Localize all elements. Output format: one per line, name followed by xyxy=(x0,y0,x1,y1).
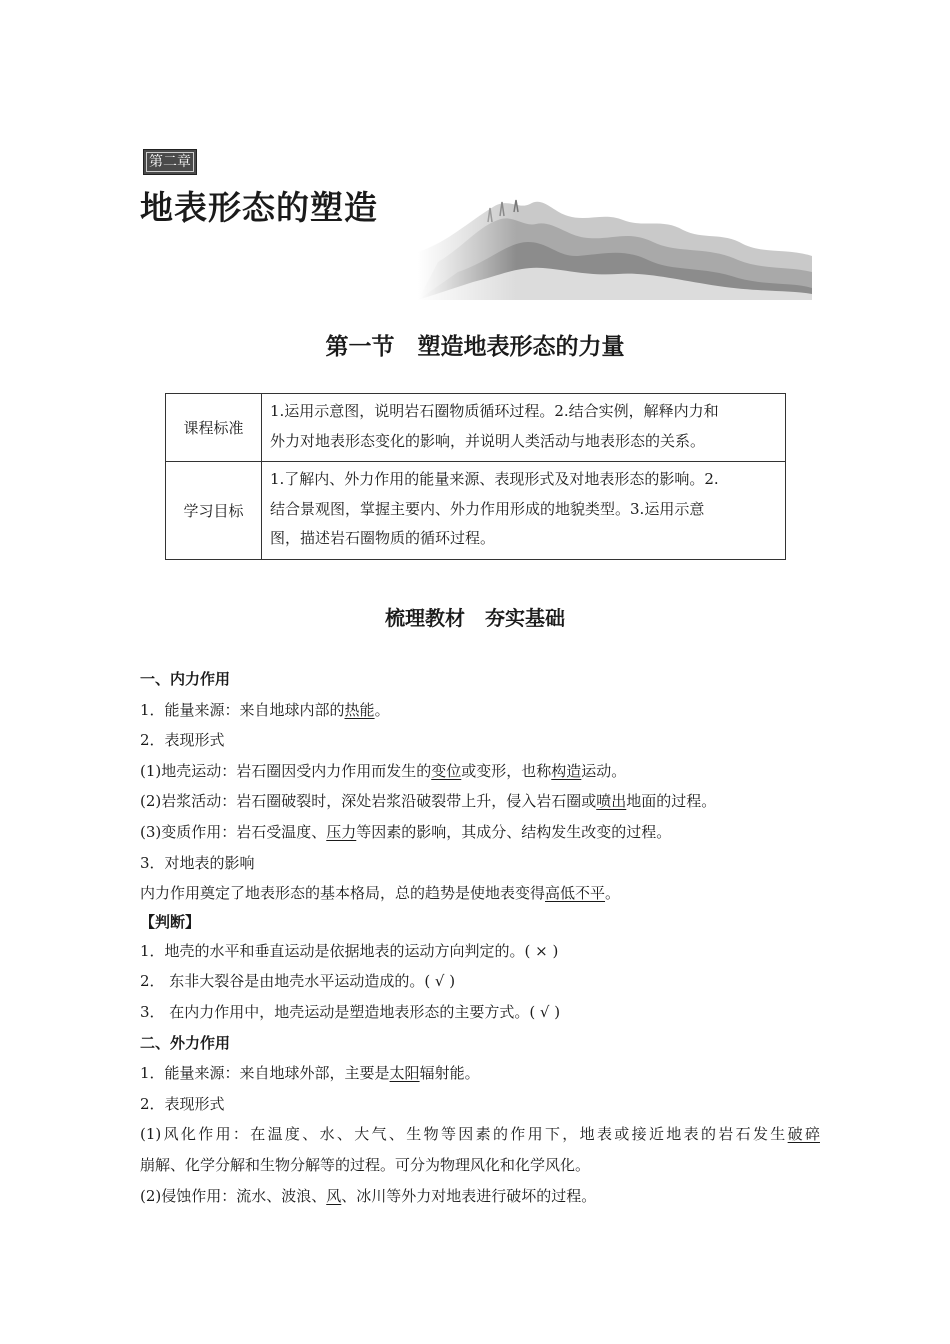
text-line: (2)侵蚀作用：流水、波浪、风、冰川等外力对地表进行破坏的过程。 xyxy=(140,1186,597,1205)
subsection-title: 一、内力作用 xyxy=(140,670,231,688)
table-label-curriculum: 课程标准 xyxy=(166,394,262,462)
text-line: 内力作用奠定了地表形态的基本格局，总的趋势是使地表变得高低不平。 xyxy=(140,884,621,903)
text-line: 1.运用示意图，说明岩石圈物质循环过程。2.结合实例，解释内力和 xyxy=(270,402,719,420)
answer-blank: 太阳 xyxy=(389,1064,420,1083)
text-line: (1)地壳运动：岩石圈因受内力作用而发生的变位或变形，也称构造运动。 xyxy=(140,761,627,780)
text-line: 结合景观图，掌握主要内、外力作用形成的地貌类型。3.运用示意 xyxy=(270,499,705,518)
text-line: 崩解、化学分解和生物分解等的过程。可分为物理风化和化学风化。 xyxy=(140,1155,591,1174)
table-content-goals xyxy=(262,462,786,560)
text-line: (2)岩浆活动：岩石圈破裂时，深处岩浆沿破裂带上升，侵入岩石圈或喷出地面的过程。 xyxy=(140,792,717,811)
chapter-title: 地表形态的塑造 xyxy=(140,188,378,227)
text-line: 1.了解内、外力作用的能量来源、表现形式及对地表形态的影响。2. xyxy=(270,470,719,488)
table-content-curriculum xyxy=(262,394,786,462)
answer-blank: 喷出 xyxy=(596,792,627,811)
judge-item: 1．地壳的水平和垂直运动是依据地表的运动方向判定的。( × ) xyxy=(140,941,559,960)
standards-table xyxy=(165,393,786,560)
text-line: 3．对地表的影响 xyxy=(140,853,255,872)
text-line: (1)风化作用：在温度、水、大气、生物等因素的作用下，地表或接近地表的岩石发生破碎 xyxy=(140,1125,820,1144)
text-line: 1．能量来源：来自地球内部的热能。 xyxy=(140,700,390,719)
chapter-badge: 第二章 xyxy=(143,149,197,175)
text-line: 1．能量来源：来自地球外部，主要是太阳辐射能。 xyxy=(140,1064,480,1083)
table-row xyxy=(166,394,786,462)
table-label-goals: 学习目标 xyxy=(166,462,262,560)
section-heading: 梳理教材 夯实基础 xyxy=(385,606,565,630)
text-line: (3)变质作用：岩石受温度、压力等因素的影响，其成分、结构发生改变的过程。 xyxy=(140,822,672,841)
answer-blank: 构造 xyxy=(551,761,582,780)
answer-blank: 破碎 xyxy=(787,1125,820,1144)
text-line: 2．表现形式 xyxy=(140,1094,225,1113)
judge-item: 3． 在内力作用中，地壳运动是塑造地表形态的主要方式。( √ ) xyxy=(140,1002,561,1021)
answer-blank: 热能 xyxy=(344,700,375,719)
answer-blank: 高低不平 xyxy=(545,884,606,903)
text-line: 图，描述岩石圈物质的循环过程。 xyxy=(270,529,496,547)
text-line: 外力对地表形态变化的影响，并说明人类活动与地表形态的关系。 xyxy=(270,431,706,450)
answer-blank: 压力 xyxy=(326,822,357,841)
subsection-title: 二、外力作用 xyxy=(140,1033,231,1052)
table-row xyxy=(166,462,786,560)
mountain-ink-illustration xyxy=(418,182,812,300)
text-line: 2．表现形式 xyxy=(140,731,225,750)
answer-blank: 变位 xyxy=(431,761,462,780)
content-body xyxy=(140,664,820,1211)
answer-blank: 风 xyxy=(326,1186,342,1205)
section-title: 第一节 塑造地表形态的力量 xyxy=(325,334,625,360)
judge-item: 2． 东非大裂谷是由地壳水平运动造成的。( √ ) xyxy=(140,972,456,991)
judge-title: 【判断】 xyxy=(140,912,201,931)
